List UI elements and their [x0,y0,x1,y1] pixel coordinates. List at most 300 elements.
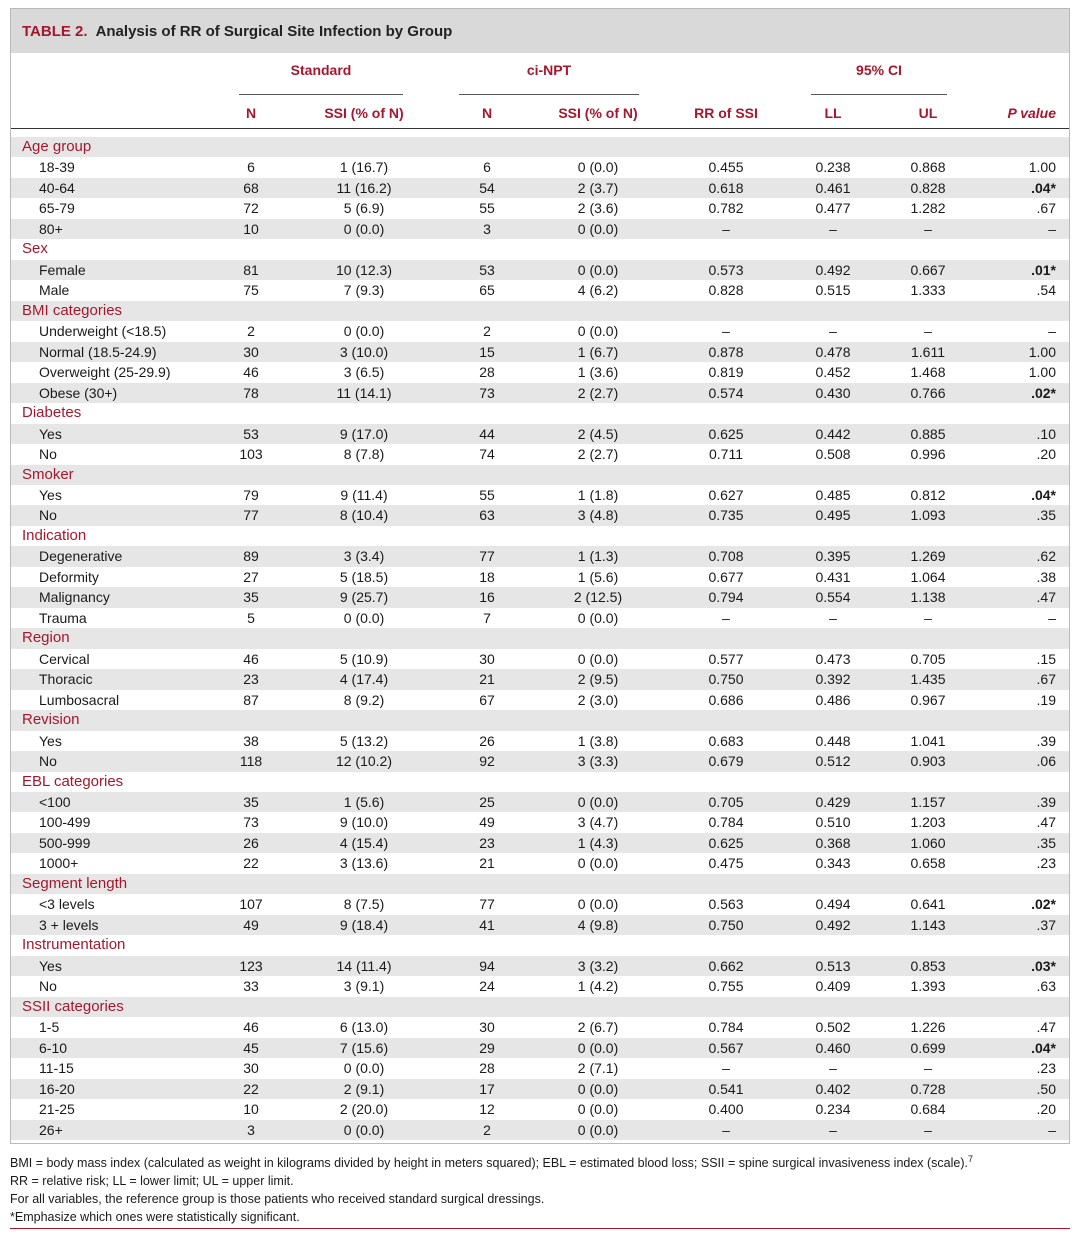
cell-ssi1: 7 (15.6) [339,1039,389,1056]
cell-ul: 1.064 [910,568,946,585]
group-label: Segment length [22,874,128,892]
cell-ll: 0.492 [815,261,851,278]
table-row [11,956,1069,976]
cell-ll: 0.368 [815,834,851,851]
header-group-cinpt-label: ci-NPT [526,62,572,78]
cell-ul: 1.138 [910,589,946,606]
cell-n2: 53 [479,261,495,278]
cell-p: .01* [1031,261,1056,278]
cell-ssi2: 2 (3.0) [577,691,619,708]
cell-ll: 0.460 [815,1039,851,1056]
table-row [11,505,1069,525]
cell-n2: 26 [479,732,495,749]
cell-n2: 21 [479,671,495,688]
row-label: 26+ [39,1121,63,1138]
cell-n2: 12 [479,1101,495,1118]
table-row [11,280,1069,300]
cell-ul: 0.967 [910,691,946,708]
cell-ssi2: 2 (7.1) [577,1060,619,1077]
row-label: Yes [39,957,62,974]
table-number: TABLE 2. [22,22,88,40]
cell-ssi2: 1 (4.2) [577,978,619,995]
cell-ssi2: 0 (0.0) [577,896,619,913]
cell-ll: 0.508 [815,446,851,463]
cell-ul: 1.435 [910,671,946,688]
cell-n1: 10 [243,220,259,237]
cell-ssi1: 0 (0.0) [343,609,385,626]
cell-ssi1: 9 (10.0) [339,814,389,831]
table-row [11,1038,1069,1058]
cell-n2: 67 [479,691,495,708]
header-group-ci [811,59,947,95]
cell-ul: – [924,220,932,237]
table-row [11,1017,1069,1037]
cell-ssi2: 0 (0.0) [577,1101,619,1118]
cell-ssi2: 1 (4.3) [577,834,619,851]
table-row [11,321,1069,341]
cell-n1: 73 [243,814,259,831]
cell-n1: 49 [243,916,259,933]
cell-ll: 0.234 [815,1101,851,1118]
table-row [11,690,1069,710]
cell-ul: 1.093 [910,507,946,524]
cell-n1: 78 [243,384,259,401]
cell-n1: 79 [243,486,259,503]
cell-ul: – [924,1060,932,1077]
header-n-cinpt: N [481,105,493,121]
cell-rr: 0.755 [708,978,744,995]
row-label: Lumbosacral [39,691,120,708]
row-label: 65-79 [39,200,75,217]
cell-rr: 0.618 [708,179,744,196]
cell-n1: 23 [243,671,259,688]
cell-rr: 0.819 [708,364,744,381]
cell-n2: 41 [479,916,495,933]
footnote-line-1: BMI = body mass index (calculated as weight in kilograms divided by height in meters squared); EBL = estimated blood loss; SSII = spine surgical invasiveness index (scale). [10,1156,968,1171]
cell-rr: 0.677 [708,568,744,585]
cell-p: .23 [1036,855,1056,872]
cell-ssi1: 3 (9.1) [343,978,385,995]
cell-n1: 5 [247,609,255,626]
row-label: No [39,507,57,524]
cell-ssi1: 5 (13.2) [339,732,389,749]
cell-ll: 0.392 [815,671,851,688]
row-label: 1-5 [39,1019,60,1036]
cell-n2: 21 [479,855,495,872]
cell-ssi1: 7 (9.3) [343,282,385,299]
table-title-bar [11,9,1069,53]
header-divider [11,128,1069,129]
table-row [11,833,1069,853]
cell-ll: – [829,1060,837,1077]
cell-p: .04* [1031,179,1056,196]
cell-ll: 0.513 [815,957,851,974]
cell-ll: 0.402 [815,1080,851,1097]
cell-n2: 2 [483,323,491,340]
cell-ul: 0.812 [910,486,946,503]
header-ll: LL [824,105,842,121]
cell-n1: 27 [243,568,259,585]
group-header-row [11,526,1069,546]
group-header-row [11,239,1069,259]
cell-ssi2: 1 (6.7) [577,343,619,360]
cell-rr: 0.541 [708,1080,744,1097]
cell-ssi1: 5 (18.5) [339,568,389,585]
cell-ssi2: 2 (2.7) [577,446,619,463]
cell-n2: 94 [479,957,495,974]
row-label: Yes [39,732,62,749]
cell-p: .06 [1036,753,1056,770]
cell-rr: 0.627 [708,486,744,503]
cell-ll: 0.238 [815,159,851,176]
cell-ll: 0.452 [815,364,851,381]
group-label: EBL categories [22,772,124,790]
footnotes [10,1150,1070,1226]
cell-ssi2: 1 (3.8) [577,732,619,749]
cell-n1: 33 [243,978,259,995]
cell-n2: 18 [479,568,495,585]
cell-n1: 45 [243,1039,259,1056]
cell-ssi2: 2 (3.6) [577,200,619,217]
table-row [11,649,1069,669]
cell-ll: – [829,220,837,237]
cell-ll: 0.343 [815,855,851,872]
cell-rr: 0.625 [708,834,744,851]
row-label: Thoracic [39,671,93,688]
cell-ssi1: 0 (0.0) [343,323,385,340]
cell-n1: 68 [243,179,259,196]
cell-ll: 0.486 [815,691,851,708]
cell-rr: 0.679 [708,753,744,770]
cell-ssi2: 0 (0.0) [577,609,619,626]
cell-n1: 72 [243,200,259,217]
group-header-row [11,874,1069,894]
cell-ul: 0.728 [910,1080,946,1097]
cell-ul: 0.996 [910,446,946,463]
row-label: Malignancy [39,589,110,606]
cell-rr: 0.683 [708,732,744,749]
table-row [11,157,1069,177]
cell-ul: 0.828 [910,179,946,196]
footnote-abbreviations [10,1150,1070,1172]
cell-rr: – [722,220,730,237]
cell-ssi1: 5 (10.9) [339,650,389,667]
cell-ll: 0.461 [815,179,851,196]
cell-ll: 0.478 [815,343,851,360]
row-label: Deformity [39,568,99,585]
cell-ul: 1.468 [910,364,946,381]
cell-ssi1: 3 (6.5) [343,364,385,381]
cell-rr: – [722,609,730,626]
cell-ul: 0.766 [910,384,946,401]
cell-p: 1.00 [1028,159,1056,176]
bottom-rule [10,1228,1070,1229]
cell-n1: 35 [243,589,259,606]
cell-p: .37 [1036,916,1056,933]
cell-ssi1: 11 (16.2) [336,179,392,196]
group-label: Instrumentation [22,936,126,954]
row-label: Cervical [39,650,90,667]
cell-ssi2: 0 (0.0) [577,220,619,237]
cell-ll: 0.431 [815,568,851,585]
row-label: 11-15 [39,1060,74,1077]
cell-n2: 28 [479,1060,495,1077]
cell-ssi2: 2 (4.5) [577,425,619,442]
table-row [11,198,1069,218]
cell-ssi1: 9 (17.0) [339,425,389,442]
cell-ssi2: 3 (4.8) [577,507,619,524]
cell-p: .35 [1036,834,1056,851]
cell-ssi1: 9 (11.4) [340,486,388,503]
cell-p: – [1048,220,1056,237]
cell-rr: 0.711 [709,446,743,463]
cell-p: .39 [1036,794,1056,810]
group-header-row [11,997,1069,1017]
cell-ul: – [924,609,932,626]
row-label: Normal (18.5-24.9) [39,343,157,360]
group-label: Age group [22,138,92,155]
header-ssi-cinpt: SSI (% of N) [558,105,638,121]
cell-ssi2: 0 (0.0) [577,159,619,176]
cell-ssi2: 2 (2.7) [577,384,619,401]
group-header-row [11,403,1069,423]
cell-ul: 0.658 [910,855,946,872]
row-label: 3 + levels [39,916,99,933]
table-row [11,853,1069,873]
cell-ssi2: 3 (3.2) [577,957,619,974]
cell-n1: 30 [243,1060,259,1077]
cell-ssi1: 8 (7.5) [343,896,385,913]
table-row [11,915,1069,935]
table-row [11,587,1069,607]
header-group-standard-label: Standard [290,62,352,78]
cell-rr: 0.705 [708,794,744,810]
cell-n1: 35 [243,794,259,810]
cell-p: .19 [1036,691,1056,708]
cell-ssi2: 2 (9.5) [577,671,619,688]
group-label: SSII categories [22,997,124,1015]
cell-rr: – [722,1121,730,1138]
row-label: Yes [39,425,62,442]
cell-rr: 0.784 [708,1019,744,1036]
cell-ssi1: 4 (15.4) [339,834,389,851]
footnote-line-4: *Emphasize which ones were statistically significant. [10,1210,300,1225]
cell-ssi2: 2 (6.7) [577,1019,619,1036]
cell-rr: 0.735 [708,507,744,524]
cell-n2: 49 [479,814,495,831]
table-row [11,219,1069,239]
row-label: <100 [39,794,71,810]
group-header-row [11,137,1069,157]
cell-n1: 103 [239,446,263,463]
table-row [11,894,1069,914]
cell-ll: 0.495 [815,507,851,524]
cell-rr: 0.400 [708,1101,744,1118]
cell-n2: 54 [479,179,495,196]
header-group-ci-label: 95% CI [856,62,902,78]
cell-ll: 0.515 [815,282,851,299]
cell-n2: 7 [483,609,491,626]
cell-ssi2: 1 (1.3) [577,548,619,565]
cell-ll: 0.554 [815,589,851,606]
cell-ssi2: 3 (3.3) [577,753,619,770]
cell-ll: 0.409 [815,978,851,995]
cell-n2: 2 [483,1121,491,1138]
cell-n2: 44 [479,425,495,442]
table-row [11,485,1069,505]
cell-p: .54 [1036,282,1056,299]
cell-n1: 46 [243,650,259,667]
cell-rr: 0.828 [708,282,744,299]
row-label: 80+ [39,220,63,237]
cell-n1: 77 [243,507,259,524]
cell-n2: 55 [479,486,495,503]
header-group-standard [239,59,403,95]
cell-ssi1: 10 (12.3) [335,261,393,278]
table-row [11,608,1069,628]
cell-ll: – [829,609,837,626]
cell-p: .23 [1036,1060,1056,1077]
cell-rr: 0.686 [708,691,744,708]
cell-p: .47 [1036,814,1056,831]
row-label: 18-39 [39,159,75,176]
group-header-row [11,772,1069,792]
cell-rr: 0.475 [708,855,744,872]
row-label: Male [39,282,70,299]
cell-n2: 16 [479,589,495,606]
cell-p: .67 [1036,671,1056,688]
cell-p: – [1048,1121,1056,1138]
cell-n1: 10 [243,1101,259,1118]
cell-ssi1: 3 (13.6) [339,855,389,872]
table-row [11,1079,1069,1099]
cell-p: 1.00 [1028,364,1056,381]
cell-ul: 0.705 [910,650,946,667]
cell-ll: 0.442 [815,425,851,442]
table-row [11,669,1069,689]
cell-ul: 0.684 [910,1101,946,1118]
cell-p: .38 [1036,568,1056,585]
table-row [11,444,1069,464]
cell-n2: 6 [483,159,491,176]
table-title: Analysis of RR of Surgical Site Infection by Group [95,22,453,40]
cell-n2: 73 [479,384,495,401]
cell-p: .15 [1036,650,1056,667]
cell-n2: 28 [479,364,495,381]
cell-p: .20 [1036,1101,1056,1118]
cell-rr: 0.784 [708,814,744,831]
cell-ssi1: 5 (6.9) [343,200,385,217]
cell-ssi1: 3 (10.0) [339,343,389,360]
row-label: 16-20 [39,1080,75,1097]
cell-ul: 1.041 [910,732,946,749]
cell-n1: 46 [243,1019,259,1036]
cell-p: .20 [1036,446,1056,463]
cell-ssi2: 1 (5.6) [577,568,619,585]
group-label: Indication [22,526,87,544]
row-label: Female [39,261,86,278]
cell-ssi1: 12 (10.2) [335,753,393,770]
cell-ul: 1.393 [910,978,946,995]
cell-ssi1: 8 (7.8) [343,446,385,463]
row-label: Overweight (25-29.9) [39,364,171,381]
cell-rr: 0.625 [708,425,744,442]
row-label: Obese (30+) [39,384,118,401]
cell-n1: 46 [243,364,259,381]
cell-n2: 17 [479,1080,495,1097]
cell-ssi2: 1 (3.6) [577,364,619,381]
cell-ll: 0.512 [815,753,851,770]
cell-n1: 22 [243,1080,259,1097]
cell-ul: 0.699 [910,1039,946,1056]
cell-n1: 81 [243,261,259,278]
cell-n2: 92 [479,753,495,770]
cell-ssi1: 8 (9.2) [343,691,385,708]
cell-rr: 0.573 [708,261,744,278]
cell-rr: 0.574 [708,384,744,401]
row-label: Degenerative [39,548,123,565]
cell-p: 1.00 [1028,343,1056,360]
table-row [11,260,1069,280]
table-row [11,567,1069,587]
cell-n2: 3 [483,220,491,237]
cell-ssi2: 0 (0.0) [577,323,619,340]
cell-p: .50 [1036,1080,1056,1097]
cell-ul: 0.641 [910,896,946,913]
header-p-value: P value [1007,105,1056,121]
cell-ll: 0.510 [815,814,851,831]
cell-n1: 6 [247,159,255,176]
table-row [11,812,1069,832]
cell-ul: – [924,1121,932,1138]
group-label: Smoker [22,465,74,483]
cell-ll: – [829,323,837,340]
cell-n1: 30 [243,343,259,360]
cell-ssi1: 2 (20.0) [339,1101,389,1118]
table-row [11,1099,1069,1119]
cell-ssi1: 0 (0.0) [343,1121,385,1138]
cell-n1: 107 [239,896,263,913]
cell-n2: 23 [479,834,495,851]
cell-ll: 0.395 [815,548,851,565]
table-row [11,178,1069,198]
cell-ll: 0.429 [815,794,851,810]
header-n-standard: N [245,105,257,121]
group-label: Sex [22,240,48,258]
cell-ul: 1.269 [910,548,946,565]
cell-ssi1: 1 (5.6) [343,794,385,810]
cell-ul: 1.203 [910,814,946,831]
cell-ssi1: 11 (14.1) [336,384,392,401]
cell-n1: 26 [243,834,259,851]
row-label: 21-25 [39,1101,75,1118]
footnote-reference: 7 [968,1154,974,1164]
cell-ssi1: 14 (11.4) [336,957,392,974]
cell-n1: 75 [243,282,259,299]
table-row [11,546,1069,566]
row-label: 500-999 [39,834,91,851]
group-label: Diabetes [22,404,82,422]
cell-ul: 0.868 [910,159,946,176]
cell-ssi1: 3 (3.4) [343,548,385,565]
cell-ssi1: 9 (25.7) [339,589,389,606]
cell-ll: 0.430 [815,384,851,401]
row-label: Trauma [39,609,87,626]
row-label: 1000+ [39,855,79,872]
row-label: 40-64 [39,179,75,196]
cell-p: .39 [1036,732,1056,749]
cell-ll: 0.485 [815,486,851,503]
